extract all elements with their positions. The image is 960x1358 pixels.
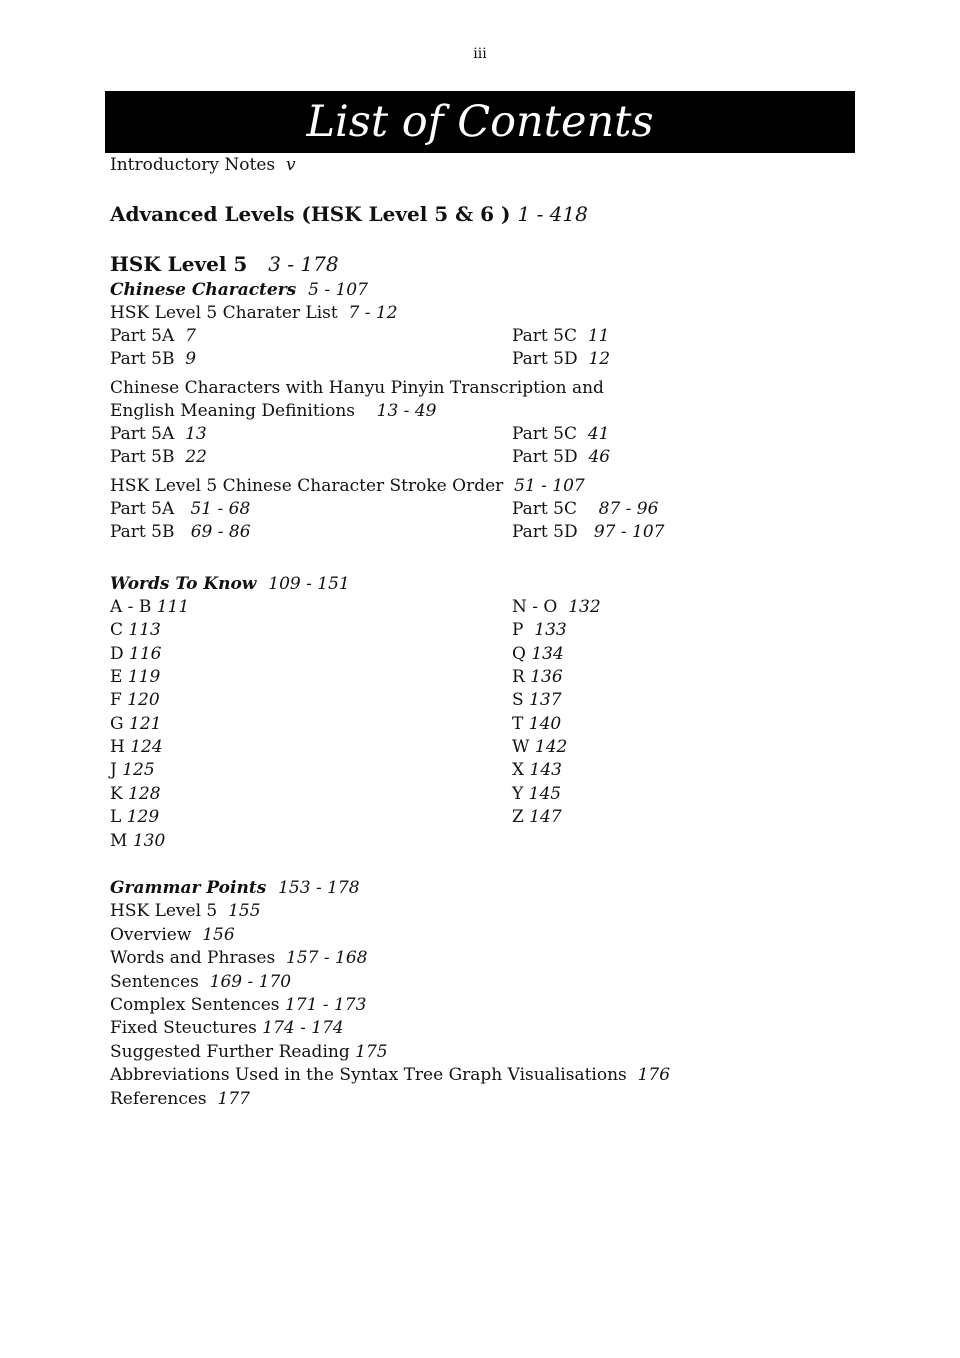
toc-page: 22 (185, 447, 207, 467)
toc-page: v (285, 155, 296, 175)
toc-label: Overview (110, 925, 192, 945)
toc-entry-grammar[interactable] (110, 900, 261, 922)
toc-label: Introductory Notes (110, 155, 276, 175)
toc-entry-letter[interactable] (512, 736, 567, 758)
toc-label: M (110, 831, 128, 851)
toc-page: 132 (568, 597, 601, 617)
toc-page: 116 (129, 644, 162, 664)
toc-page: 69 - 86 (190, 522, 251, 542)
toc-label: English Meaning Definitions (110, 401, 356, 421)
title-banner (105, 91, 855, 153)
toc-label: Part 5D (512, 349, 578, 369)
toc-entry-part[interactable] (512, 325, 609, 347)
toc-page: 136 (530, 667, 563, 687)
toc-heading-advanced-levels[interactable] (110, 203, 588, 225)
toc-label: A - B (110, 597, 152, 617)
toc-page: 176 (637, 1065, 671, 1085)
toc-page: 51 - 107 (514, 476, 585, 496)
toc-label: Abbreviations Used in the Syntax Tree Graph Visualisations (110, 1065, 627, 1085)
toc-entry-letter[interactable] (110, 783, 161, 805)
toc-page: 111 (156, 597, 190, 617)
toc-page: 51 - 68 (190, 499, 251, 519)
toc-label: X (512, 760, 525, 780)
toc-entry-part[interactable] (512, 446, 610, 468)
toc-entry-grammar[interactable] (110, 1088, 250, 1110)
toc-entry-part[interactable] (110, 348, 196, 370)
toc-label: H (110, 737, 125, 757)
toc-page: 157 - 168 (286, 948, 368, 968)
toc-label: Y (512, 784, 524, 804)
toc-label: K (110, 784, 123, 804)
toc-entry-introductory-notes[interactable] (110, 154, 296, 176)
toc-label: Sentences (110, 972, 199, 992)
toc-entry-part[interactable] (110, 446, 207, 468)
toc-label: E (110, 667, 123, 687)
toc-label: Advanced Levels (HSK Level 5 & 6 ) (110, 202, 511, 226)
toc-label: HSK Level 5 (110, 901, 218, 921)
toc-entry-part[interactable] (512, 521, 664, 543)
toc-page: 119 (127, 667, 161, 687)
page-title: List of Contents (306, 97, 654, 147)
toc-page: 140 (528, 714, 562, 734)
toc-entry-grammar[interactable] (110, 947, 367, 969)
toc-label: N - O (512, 597, 558, 617)
toc-label: T (512, 714, 524, 734)
toc-entry-letter[interactable] (110, 806, 159, 828)
toc-page: 120 (127, 690, 160, 710)
toc-entry-part[interactable] (512, 423, 609, 445)
toc-page: 169 - 170 (209, 972, 292, 992)
toc-page: 147 (529, 807, 562, 827)
toc-page: 97 - 107 (593, 522, 665, 542)
toc-label: References (110, 1089, 207, 1109)
toc-entry-pinyin-line2[interactable] (110, 400, 436, 422)
toc-label: F (110, 690, 122, 710)
toc-label: Complex Sentences (110, 995, 280, 1015)
toc-label: Words and Phrases (110, 948, 276, 968)
toc-entry-part[interactable] (110, 498, 250, 520)
toc-label: R (512, 667, 525, 687)
toc-label: Z (512, 807, 524, 827)
toc-label: Chinese Characters (110, 280, 297, 300)
toc-page: 137 (529, 690, 562, 710)
toc-page: 11 (587, 326, 610, 346)
toc-entry-grammar[interactable] (110, 994, 366, 1016)
toc-label: HSK Level 5 (110, 252, 248, 276)
toc-entry-letter[interactable] (110, 736, 163, 758)
toc-entry-letter[interactable] (512, 689, 562, 711)
toc-page: 143 (529, 760, 562, 780)
toc-entry-part[interactable] (512, 498, 658, 520)
toc-entry-part[interactable] (110, 325, 196, 347)
toc-label: Words To Know (110, 574, 257, 594)
toc-entry-letter[interactable] (512, 643, 564, 665)
toc-page: 41 (587, 424, 610, 444)
toc-entry-letter[interactable] (110, 689, 160, 711)
toc-label: Part 5A (110, 499, 175, 519)
toc-label: Chinese Characters with Hanyu Pinyin Transcription and (110, 378, 604, 398)
toc-subheading-grammar-points[interactable] (110, 877, 360, 899)
toc-label: G (110, 714, 124, 734)
toc-page: 109 - 151 (268, 574, 350, 594)
toc-entry-letter[interactable] (512, 783, 561, 805)
toc-label: S (512, 690, 524, 710)
toc-entry-grammar[interactable] (110, 1064, 670, 1086)
toc-entry-letter[interactable] (512, 806, 562, 828)
toc-heading-hsk-level-5[interactable] (110, 253, 339, 275)
toc-page: 145 (528, 784, 562, 804)
toc-label: L (110, 807, 122, 827)
page-number: iii (473, 46, 487, 62)
toc-label: Part 5B (110, 447, 175, 467)
toc-page: 130 (132, 831, 166, 851)
toc-page: 128 (128, 784, 161, 804)
toc-page: 153 - 178 (278, 878, 360, 898)
toc-label: Part 5B (110, 522, 175, 542)
toc-label: Part 5C (512, 424, 577, 444)
toc-label: Part 5B (110, 349, 175, 369)
toc-entry-character-list[interactable] (110, 302, 398, 324)
toc-label: Q (512, 644, 526, 664)
toc-page: 156 (202, 925, 235, 945)
toc-label: Grammar Points (110, 878, 267, 898)
toc-page: 121 (129, 714, 162, 734)
toc-entry-grammar[interactable] (110, 1041, 388, 1063)
toc-page: 46 (588, 447, 611, 467)
toc-entry-stroke-order[interactable] (110, 475, 585, 497)
toc-page: 155 (228, 901, 261, 921)
toc-label: C (110, 620, 124, 640)
toc-entry-letter[interactable] (110, 619, 161, 641)
toc-entry-letter[interactable] (512, 666, 563, 688)
toc-entry-letter[interactable] (110, 666, 160, 688)
toc-page: 7 (185, 326, 196, 346)
toc-page: 87 - 96 (598, 499, 659, 519)
toc-page: 125 (122, 760, 155, 780)
toc-page: 124 (130, 737, 163, 757)
toc-page: 9 (185, 349, 197, 369)
toc-label: P (512, 620, 524, 640)
toc-label: HSK Level 5 Chinese Character Stroke Order (110, 476, 504, 496)
toc-page: 134 (531, 644, 564, 664)
toc-subheading-words-to-know[interactable] (110, 573, 350, 595)
toc-label: Part 5C (512, 499, 577, 519)
toc-page: 12 (588, 349, 611, 369)
toc-page: 133 (534, 620, 567, 640)
toc-page: 3 - 178 (268, 252, 339, 276)
toc-entry-grammar[interactable] (110, 924, 235, 946)
toc-entry-letter[interactable] (512, 596, 601, 618)
toc-label: D (110, 644, 124, 664)
toc-label: Part 5A (110, 326, 175, 346)
toc-entry-letter[interactable] (110, 759, 155, 781)
toc-entry-part[interactable] (110, 521, 251, 543)
toc-entry-pinyin-line1[interactable] (110, 377, 604, 399)
toc-label: Part 5C (512, 326, 577, 346)
toc-page: 13 (185, 424, 207, 444)
toc-page: 13 - 49 (376, 401, 437, 421)
toc-page: 174 - 174 (262, 1018, 344, 1038)
toc-entry-letter[interactable] (110, 643, 162, 665)
toc-entry-letter[interactable] (110, 713, 161, 735)
toc-entry-part[interactable] (512, 348, 610, 370)
toc-entry-grammar[interactable] (110, 971, 291, 993)
toc-page: 175 (355, 1042, 388, 1062)
toc-entry-letter[interactable] (110, 596, 189, 618)
toc-page: 113 (128, 620, 161, 640)
toc-entry-letter[interactable] (110, 830, 165, 852)
toc-label: Part 5A (110, 424, 175, 444)
toc-page: 1 - 418 (517, 202, 588, 226)
toc-label: W (512, 737, 530, 757)
toc-entry-letter[interactable] (512, 619, 567, 641)
toc-page: 5 - 107 (308, 280, 368, 300)
toc-label: Part 5D (512, 447, 578, 467)
toc-label: Fixed Steuctures (110, 1018, 257, 1038)
toc-entry-letter[interactable] (512, 759, 562, 781)
toc-label: HSK Level 5 Charater List (110, 303, 338, 323)
toc-label: J (110, 760, 117, 780)
toc-page: 7 - 12 (348, 303, 398, 323)
toc-entry-letter[interactable] (512, 713, 561, 735)
toc-page: 177 (217, 1089, 250, 1109)
toc-subheading-chinese-characters[interactable] (110, 279, 368, 301)
toc-entry-part[interactable] (110, 423, 207, 445)
toc-page: 129 (126, 807, 160, 827)
toc-label: Suggested Further Reading (110, 1042, 350, 1062)
toc-entry-grammar[interactable] (110, 1017, 344, 1039)
toc-label: Part 5D (512, 522, 578, 542)
toc-page: 171 - 173 (284, 995, 367, 1015)
toc-page: 142 (534, 737, 568, 757)
